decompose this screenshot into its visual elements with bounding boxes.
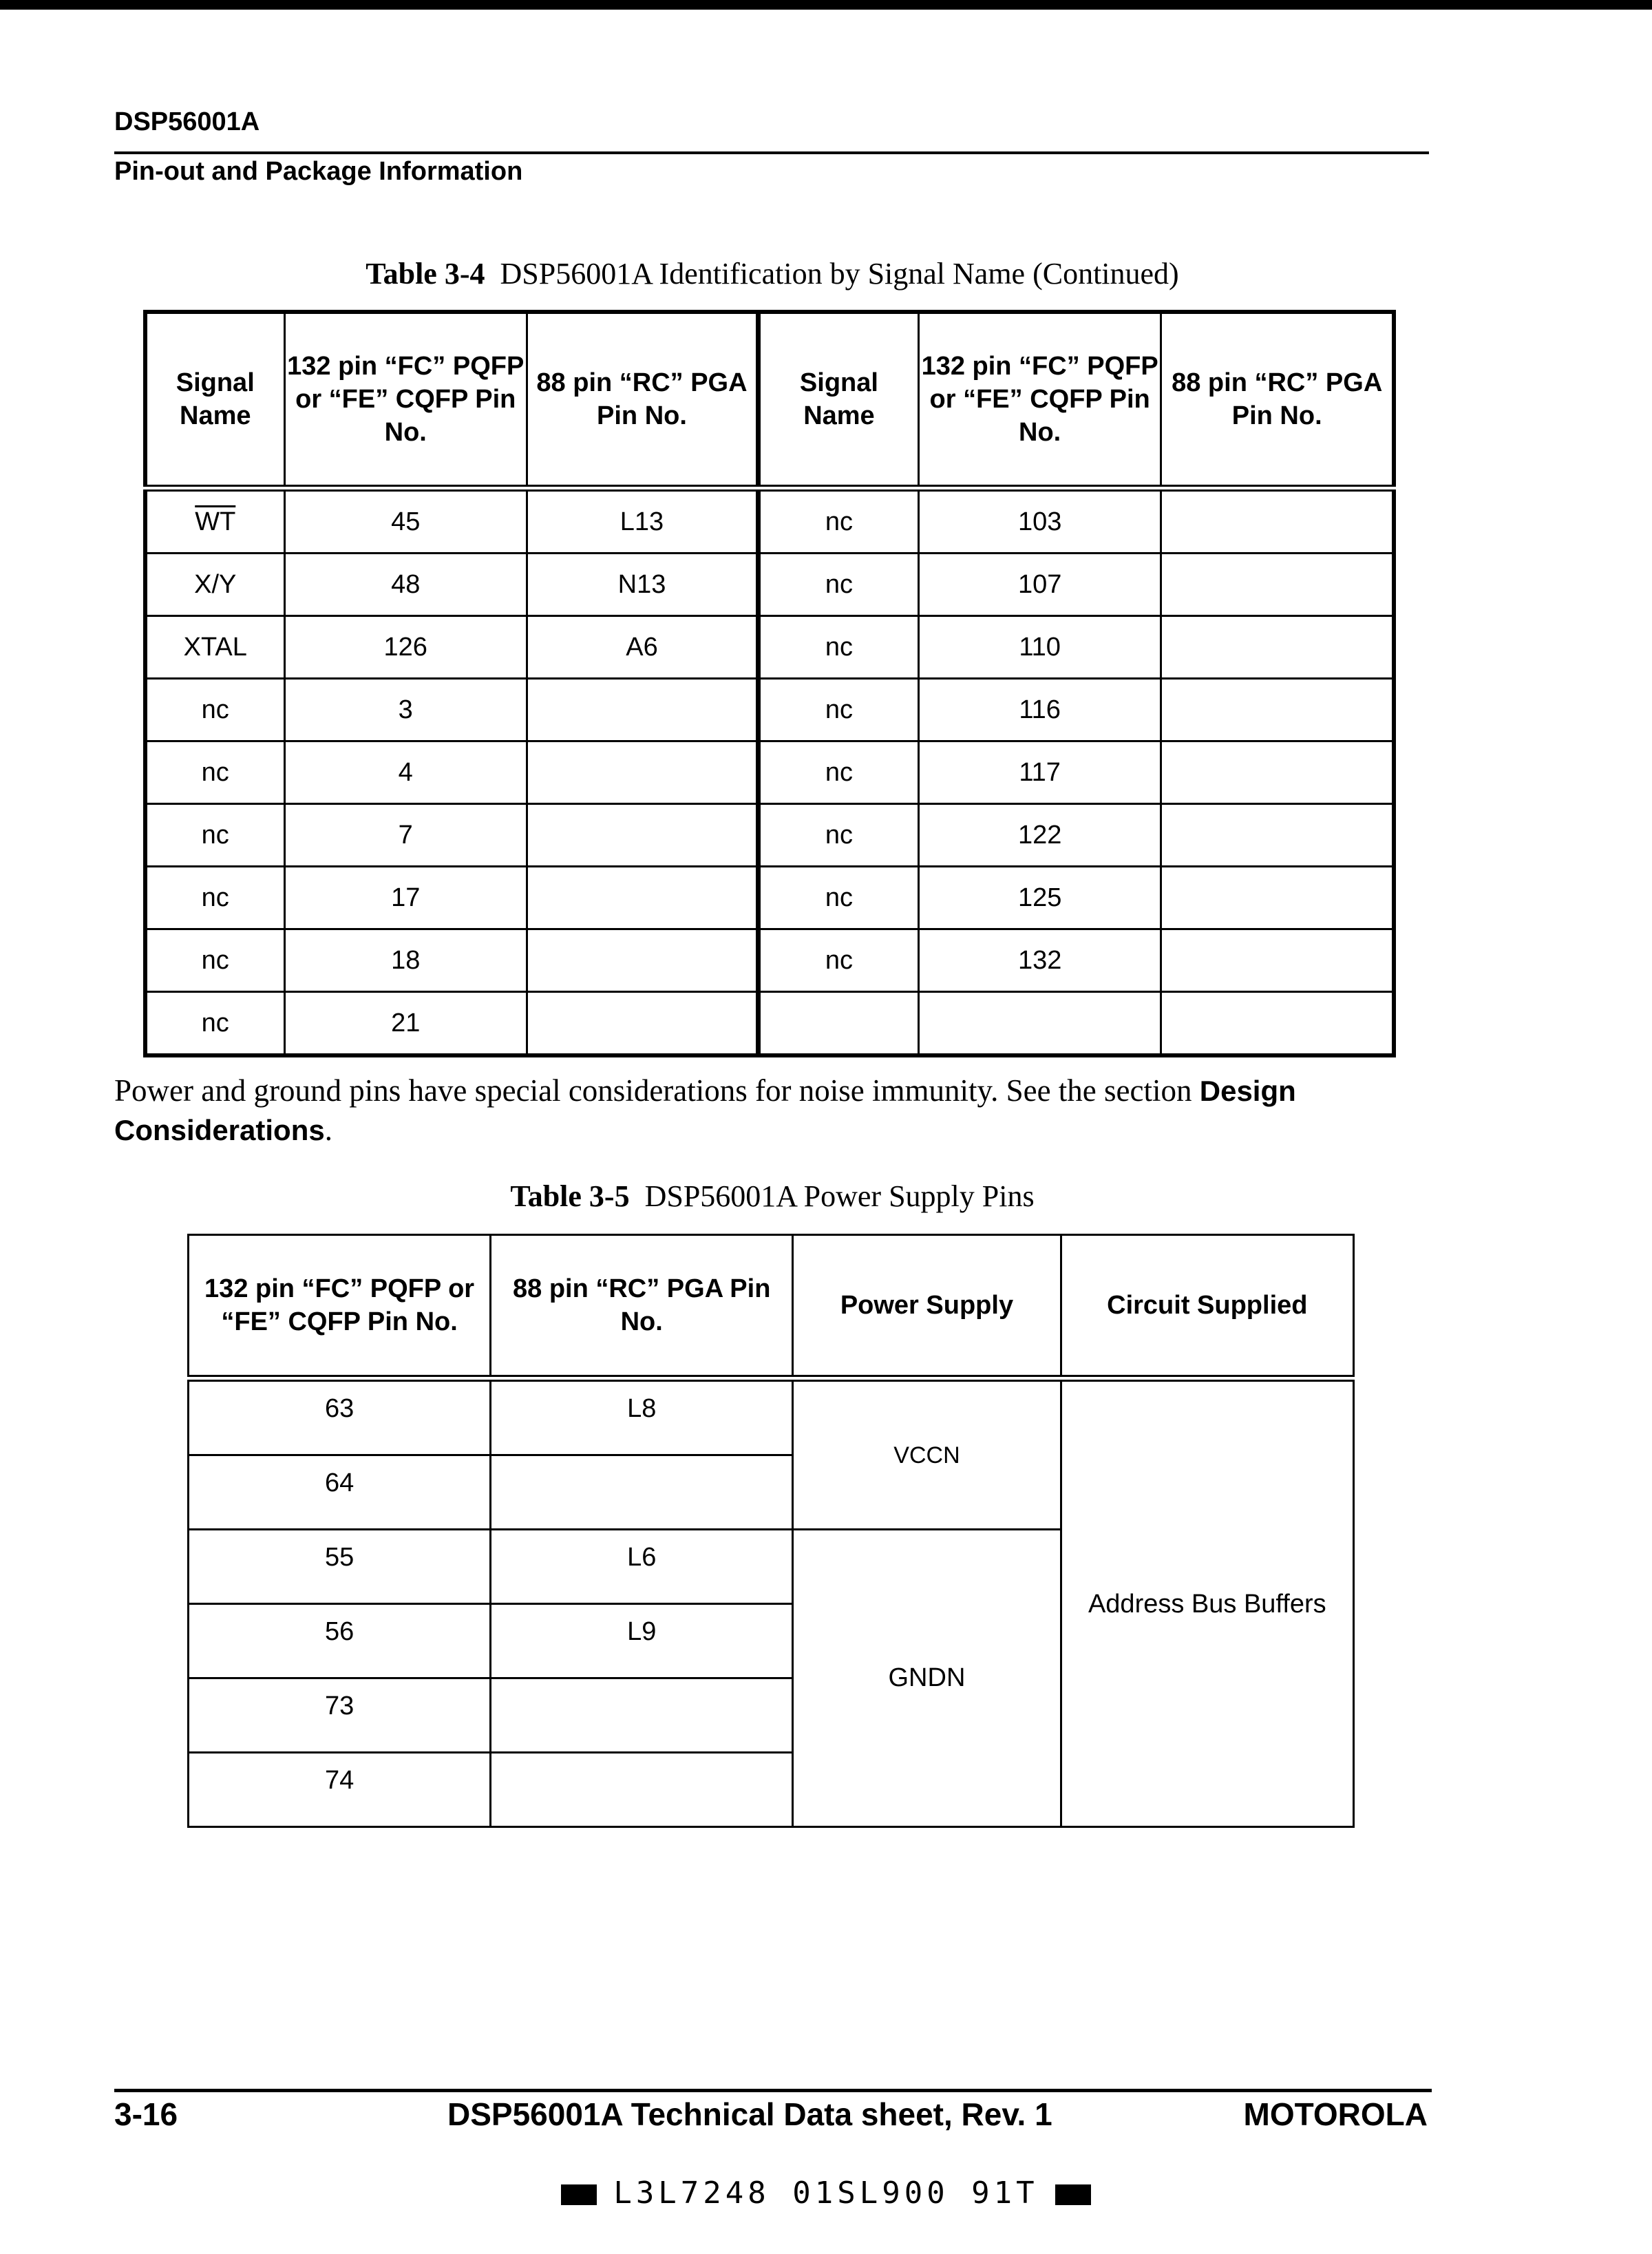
header-88pin: 88 pin “RC” PGA Pin No. [527, 312, 758, 488]
top-border-bar [0, 0, 1652, 10]
pin88-cell [491, 1678, 793, 1753]
pin132-cell: 18 [284, 929, 527, 992]
header-signal-name-2: Signal Name [758, 312, 918, 488]
pin132-cell-2: 107 [918, 554, 1161, 616]
table-header-row [145, 312, 1394, 488]
signal-identification-table [143, 310, 1396, 1057]
pin88-cell-2 [1161, 616, 1394, 679]
table-row [145, 867, 1394, 929]
pin132-cell-2 [918, 992, 1161, 1056]
footer-page-number: 3-16 [114, 2096, 178, 2132]
pin132-cell-2: 132 [918, 929, 1161, 992]
pin132-cell: 63 [189, 1378, 491, 1455]
pin88-cell [527, 929, 758, 992]
table-row [189, 1378, 1354, 1455]
header-132pin-2: 132 pin “FC” PQFP or “FE” CQFP Pin No. [918, 312, 1161, 488]
tracking-code-text: L3L7248 01SL900 91T [613, 2176, 1039, 2211]
pin88-cell: L13 [527, 488, 758, 554]
running-header-subtitle: Pin-out and Package Information [114, 157, 523, 186]
pin132-cell: 73 [189, 1678, 491, 1753]
table-row [145, 741, 1394, 804]
pin88-cell [527, 867, 758, 929]
pin132-cell: 48 [284, 554, 527, 616]
design-considerations-reference: Design Considerations [114, 1075, 1296, 1146]
header-88pin: 88 pin “RC” PGA Pin No. [491, 1235, 793, 1379]
pin132-cell: 21 [284, 992, 527, 1056]
barcode-block-right [1055, 2184, 1091, 2205]
signal-cell-2: nc [758, 554, 918, 616]
signal-cell: nc [145, 679, 284, 741]
pin88-cell [527, 804, 758, 867]
header-circuit-supplied: Circuit Supplied [1061, 1235, 1353, 1379]
pin88-cell: A6 [527, 616, 758, 679]
table-3-4-caption-text: DSP56001A Identification by Signal Name (Continued) [500, 257, 1179, 291]
footer-document-title: DSP56001A Technical Data sheet, Rev. 1 [447, 2096, 1052, 2132]
signal-cell: $\overline{WT}$ [145, 488, 284, 554]
pin132-cell-2: 122 [918, 804, 1161, 867]
signal-cell: nc [145, 867, 284, 929]
pin132-cell: 55 [189, 1530, 491, 1604]
table-row [145, 992, 1394, 1056]
header-rule [114, 151, 1429, 154]
signal-cell-2: nc [758, 929, 918, 992]
footer-brand: MOTOROLA [1243, 2096, 1428, 2132]
signal-cell: X/Y [145, 554, 284, 616]
pin88-cell [527, 679, 758, 741]
signal-cell-2: nc [758, 804, 918, 867]
table-3-4-caption [0, 256, 1598, 291]
pin132-cell: 64 [189, 1455, 491, 1530]
pin88-cell: L6 [491, 1530, 793, 1604]
header-power-supply: Power Supply [793, 1235, 1061, 1379]
power-supply-gndn: GNDN [793, 1530, 1061, 1827]
barcode-block-left [561, 2184, 597, 2205]
signal-cell: nc [145, 992, 284, 1056]
signal-cell: nc [145, 929, 284, 992]
signal-cell-2: nc [758, 488, 918, 554]
table-3-5-caption-number: Table 3-5 [510, 1179, 630, 1213]
table-row [145, 804, 1394, 867]
pin132-cell: 56 [189, 1604, 491, 1678]
pin88-cell-2 [1161, 929, 1394, 992]
header-88pin-2: 88 pin “RC” PGA Pin No. [1161, 312, 1394, 488]
pin88-cell-2 [1161, 867, 1394, 929]
pin88-cell: L9 [491, 1604, 793, 1678]
pin132-cell: 126 [284, 616, 527, 679]
table-3-4-caption-number: Table 3-4 [366, 257, 485, 291]
header-132pin: 132 pin “FC” PQFP or “FE” CQFP Pin No. [284, 312, 527, 488]
footer-rule [114, 2089, 1432, 2092]
pin88-cell [491, 1455, 793, 1530]
power-supply-vccn: VCCN [793, 1378, 1061, 1530]
pin132-cell: 4 [284, 741, 527, 804]
table-header-row [189, 1235, 1354, 1379]
pin88-cell: L8 [491, 1378, 793, 1455]
circuit-supplied-cell: Address Bus Buffers [1061, 1378, 1353, 1827]
pin88-cell-2 [1161, 804, 1394, 867]
table-row [145, 616, 1394, 679]
signal-cell-2: nc [758, 679, 918, 741]
pin132-cell: 7 [284, 804, 527, 867]
pin132-cell: 45 [284, 488, 527, 554]
table-row [145, 554, 1394, 616]
table-row [145, 488, 1394, 554]
pin88-cell: N13 [527, 554, 758, 616]
pin88-cell [527, 992, 758, 1056]
pin132-cell-2: 117 [918, 741, 1161, 804]
signal-cell-2: nc [758, 867, 918, 929]
signal-cell-2: nc [758, 616, 918, 679]
pin132-cell-2: 116 [918, 679, 1161, 741]
pin132-cell: 17 [284, 867, 527, 929]
pin88-cell-2 [1161, 488, 1394, 554]
signal-cell-2 [758, 992, 918, 1056]
table-row [145, 929, 1394, 992]
pin88-cell-2 [1161, 992, 1394, 1056]
header-132pin: 132 pin “FC” PQFP or “FE” CQFP Pin No. [189, 1235, 491, 1379]
pin132-cell-2: 125 [918, 867, 1161, 929]
pin132-cell: 3 [284, 679, 527, 741]
pin132-cell-2: 110 [918, 616, 1161, 679]
header-signal-name: Signal Name [145, 312, 284, 488]
noise-immunity-paragraph: Power and ground pins have special considerations for noise immunity. See the section Design Considerations. [114, 1073, 1296, 1147]
tracking-code [0, 2176, 1652, 2211]
table-3-5-caption [0, 1179, 1598, 1214]
signal-cell: nc [145, 804, 284, 867]
pin132-cell: 74 [189, 1753, 491, 1827]
table-3-5-caption-text: DSP56001A Power Supply Pins [644, 1179, 1035, 1213]
signal-cell: XTAL [145, 616, 284, 679]
pin88-cell [491, 1753, 793, 1827]
signal-cell: nc [145, 741, 284, 804]
pin132-cell-2: 103 [918, 488, 1161, 554]
pin88-cell [527, 741, 758, 804]
signal-cell-2: nc [758, 741, 918, 804]
power-supply-pins-table [187, 1234, 1355, 1828]
pin88-cell-2 [1161, 679, 1394, 741]
table-row [145, 679, 1394, 741]
pin88-cell-2 [1161, 554, 1394, 616]
pin88-cell-2 [1161, 741, 1394, 804]
running-header-title: DSP56001A [114, 107, 260, 136]
